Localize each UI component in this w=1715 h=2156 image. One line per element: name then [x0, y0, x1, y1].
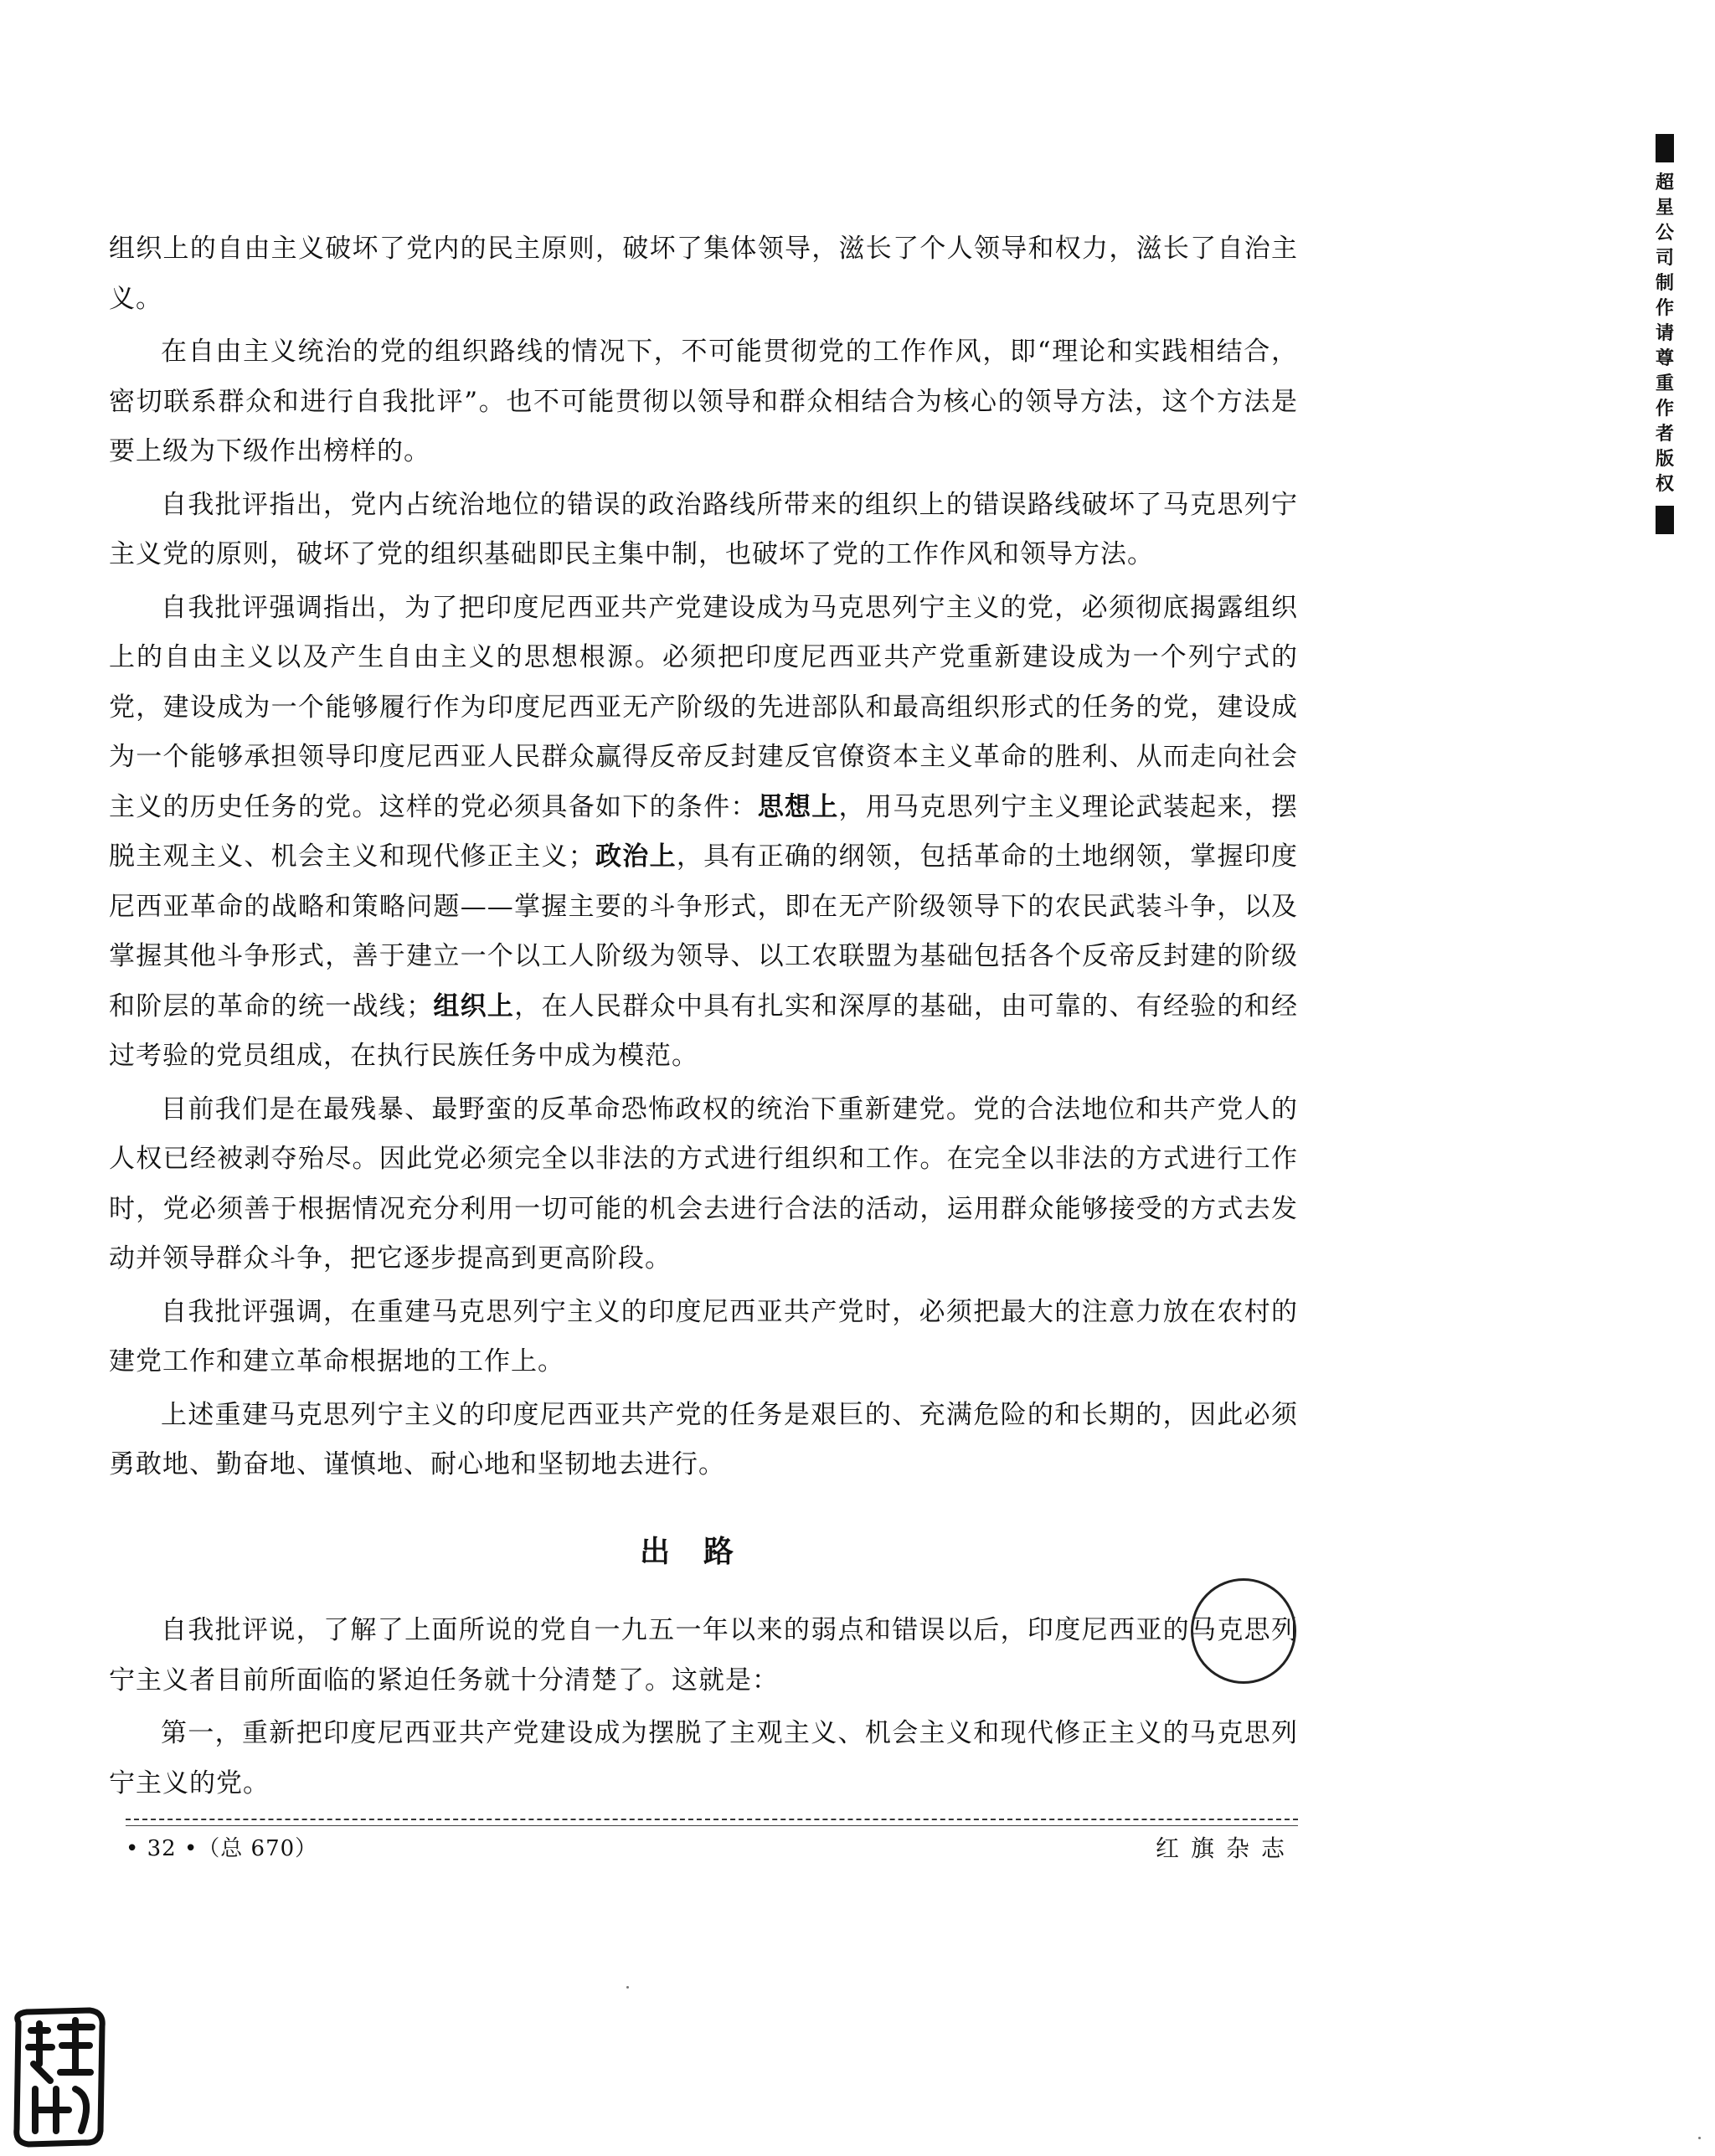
handdrawn-circle-mark — [1191, 1578, 1296, 1684]
section-paragraph-2: 第一，重新把印度尼西亚共产党建设成为摆脱了主观主义、机会主义和现代修正主义的马克思列宁主义的党。 — [109, 1718, 1298, 1798]
scan-speck — [1698, 2137, 1701, 2139]
paragraph-6: 自我批评强调，在重建马克思列宁主义的印度尼西亚共产党时，必须把最大的注意力放在农村的建党工作和建立革命根据地的工作上。 — [109, 1296, 1298, 1376]
bold-term-politics: 政治上 — [595, 841, 677, 872]
scan-speck — [626, 1986, 629, 1989]
footer-rule-dashed — [126, 1819, 1298, 1820]
bold-term-ideology: 思想上 — [757, 791, 839, 822]
side-bar-top — [1656, 134, 1674, 162]
bold-term-organization: 组织上 — [433, 991, 515, 1021]
side-watermark — [1648, 134, 1682, 543]
section-paragraph-1: 自我批评说，了解了上面所说的党自一九五一年以来的弱点和错误以后，印度尼西亚的马克思列宁主义者目前所面临的紧迫任务就十分清楚了。这就是： — [109, 1615, 1298, 1695]
footer-journal-name: 红旗杂志 — [1155, 1834, 1296, 1862]
paragraph-4 — [109, 584, 1298, 1082]
side-bar-bottom — [1656, 506, 1674, 534]
paragraph-7: 上述重建马克思列宁主义的印度尼西亚共产党的任务是艰巨的、充满危险的和长期的，因此必须勇敢地、勤奋地、谨慎地、耐心地和坚韧地去进行。 — [109, 1399, 1298, 1479]
paragraph-5: 目前我们是在最残暴、最野蛮的反革命恐怖政权的统治下重新建党。党的合法地位和共产党人的人权已经被剥夺殆尽。因此党必须完全以非法的方式进行组织和工作。在完全以非法的方式进行工作时，党必须善于根据情况充分利用一切可能的机会去进行合法的活动，运用群众能够接受的方式去发动并领导群众斗争，把它逐步提高到更高阶段。 — [109, 1093, 1298, 1274]
paragraph-1: 组织上的自由主义破坏了党内的民主原则，破坏了集体领导，滋长了个人领导和权力，滋长了自治主义。 — [109, 234, 1298, 314]
main-body-text — [109, 224, 1298, 1494]
paragraph-4-part-e: ，在人民群众中具有扎实和深厚的基础，由可靠的、有经验的和经过考验的党员组成，在执行民族任务中成为模范。 — [109, 991, 1299, 1071]
paragraph-4-part-c: ，用马克思列宁主义理论武装起来，摆脱主观主义、机会主义和现代修正主义； — [109, 791, 1299, 872]
section-heading: 出路 — [639, 1534, 767, 1569]
paragraph-3: 自我批评指出，党内占统治地位的错误的政治路线所带来的组织上的错误路线破坏了马克思列宁主义党的原则，破坏了党的组织基础即民主集中制，也破坏了党的工作作风和领导方法。 — [109, 489, 1298, 569]
section-body-text — [109, 1606, 1298, 1812]
paragraph-2: 在自由主义统治的党的组织路线的情况下，不可能贯彻党的工作作风，即“理论和实践相结合，密切联系群众和进行自我批评”。也不可能贯彻以领导和群众相结合为核心的领导方法，这个方法是要上级为下级作出榜样的。 — [109, 337, 1298, 466]
library-seal-stamp — [10, 2005, 109, 2148]
paragraph-4-part-a: 自我批评强调指出，为了把印度尼西亚共产党建设成为马克思列宁主义的党，必须彻底揭露组织上的自由主义以及产生自由主义的思想根源。必须把印度尼西亚共产党重新建设成为一个列宁式的党，建设成为一个能够履行作为印度尼西亚无产阶级的先进部队和最高组织形式的任务的党，建设成为一个能够承担领导印度尼西亚人民群众赢得反帝反封建反官僚资本主义革命的胜利、从而走向社会主义的历史任务的党。这样的党必须具备如下的条件： — [109, 592, 1298, 822]
footer-rule — [126, 1825, 1298, 1826]
side-watermark-text: 超星公司制作请尊重作者版权 — [1655, 172, 1674, 495]
paragraph-4-part-d: ，具有正确的纲领，包括革命的土地纲领，掌握印度尼西亚革命的战略和策略问题——掌握主要的斗争形式，即在无产阶级领导下的农民武装斗争，以及掌握其他斗争形式，善于建立一个以工人阶级为领导、以工农联盟为基础包括各个反帝反封建的阶级和阶层的革命的统一战线； — [109, 841, 1299, 1021]
footer-page-number: • 32 •（总 670） — [126, 1836, 318, 1861]
